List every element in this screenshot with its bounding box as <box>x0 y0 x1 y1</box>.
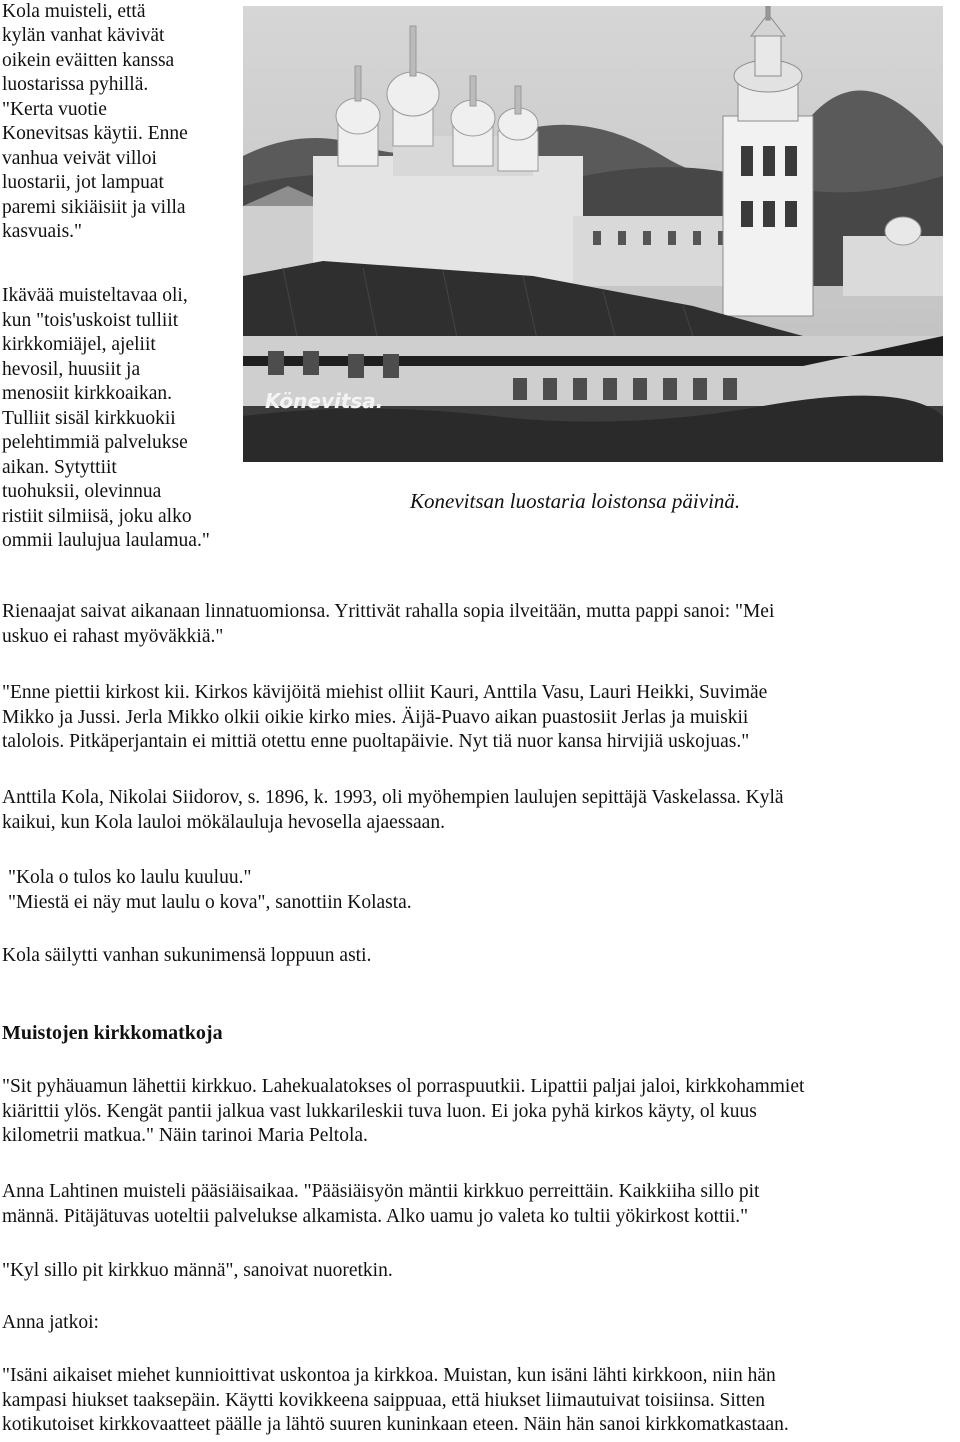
body-line: kaikui, kun Kola lauloi mökälauluja hevosella ajaessaan. <box>2 812 445 833</box>
left-para2-line: pelehtimmiä palvelukse <box>2 432 188 453</box>
body-line: Anna jatkoi: <box>2 1312 99 1333</box>
left-para2-line: hevosil, huusiit ja <box>2 359 141 380</box>
body-line: Kola säilytti vanhan sukunimensä loppuun asti. <box>2 945 372 966</box>
left-para2-line: kirkkomiäjel, ajeliit <box>2 334 156 355</box>
body-line: Mikko ja Jussi. Jerla Mikko olkii oikie kirko mies. Äijä-Puavo aikan puastosiit Jerlas ja muiskii <box>2 707 749 728</box>
photo-caption: Konevitsan luostaria loistonsa päivinä. <box>410 489 741 513</box>
left-para2-line: kun "tois'uskoist tulliit <box>2 310 179 331</box>
left-para2-line: aikan. Sytyttiit <box>2 457 117 478</box>
left-para1-line: kasvuais." <box>2 221 82 242</box>
left-para2-line: ristiit silmiisä, joku alko <box>2 506 192 527</box>
left-para2-line: ommii laulujua laulamua." <box>2 530 210 551</box>
body-quote-line: "Miestä ei näy mut laulu o kova", sanottiin Kolasta. <box>8 892 412 913</box>
body-line: uskuo ei rahast myöväkkiä." <box>2 626 224 647</box>
monastery-photo <box>243 6 943 462</box>
body-line: "Isäni aikaiset miehet kunnioittivat uskontoa ja kirkkoa. Muistan, kun isäni lähti kirkkoon, niin hän <box>2 1365 776 1386</box>
left-para1-line: paremi sikiäisiit ja villa <box>2 197 186 218</box>
photo-stamp-text: Könevitsa. <box>265 389 384 413</box>
left-para2-line: Tulliit sisäl kirkkuokii <box>2 408 176 429</box>
left-para1-line: "Kerta vuotie <box>2 99 107 120</box>
section-heading: Muistojen kirkkomatkoja <box>2 1022 223 1044</box>
left-para1-line: luostarii, jot lampuat <box>2 172 164 193</box>
left-para1-line: Konevitsas käytii. Enne <box>2 123 188 144</box>
body-line: kampasi hiukset taaksepäin. Käytti kovikkeena saippuaa, että hiukset liimautuivat toisiinsa. Sitten <box>2 1390 766 1411</box>
body-line: kiärittii ylös. Kengät pantii jalkua vast lukkarileskii tuva luon. Ei joka pyhä kirkos käyty, ol kuus <box>2 1101 757 1122</box>
body-line: talolois. Pitkäperjantain ei mittiä otettu enne puoltapäivie. Nyt tiä nuor kansa hirvijiä uskojuas." <box>2 731 750 752</box>
body-line: kilometrii matkua." Näin tarinoi Maria Peltola. <box>2 1125 368 1146</box>
body-line: kotikutoiset kirkkovaatteet päälle ja lähtö suuren kuninkaan eteen. Näin hän sanoi kirkkomatkastaan. <box>2 1414 789 1435</box>
left-para1-line: vanhua veivät villoi <box>2 148 157 169</box>
body-line: männä. Pitäjätuvas uoteltii palvelukse alkamista. Alko uamu jo valeta ko tultii yökirkost kottii." <box>2 1206 749 1227</box>
body-line: "Sit pyhäuamun lähettii kirkkuo. Lahekualatokses ol porraspuutkii. Lipattii paljai jaloi, kirkkohammiet <box>2 1076 805 1097</box>
left-para1-line: luostarissa pyhillä. <box>2 74 149 95</box>
body-quote-line: "Kola o tulos ko laulu kuuluu." <box>8 867 252 888</box>
left-para2-line: Ikävää muisteltavaa oli, <box>2 285 188 306</box>
body-line: "Kyl sillo pit kirkkuo männä", sanoivat nuoretkin. <box>2 1260 393 1281</box>
body-line: Anna Lahtinen muisteli pääsiäisaikaa. "Pääsiäisyön mäntii kirkkuo perreittäin. Kaikkiiha sillo pit <box>2 1181 760 1202</box>
body-line: Rienaajat saivat aikanaan linnatuomionsa. Yrittivät rahalla sopia ilveitään, mutta pappi sanoi: "Mei <box>2 601 775 622</box>
left-para1-line: oikein eväitten kanssa <box>2 50 175 71</box>
left-para1-line: Kola muisteli, että <box>2 1 146 22</box>
left-para1-line: kylän vanhat kävivät <box>2 25 165 46</box>
body-line: Anttila Kola, Nikolai Siidorov, s. 1896, k. 1993, oli myöhempien laulujen sepittäjä Vaskelassa. Kylä <box>2 787 784 808</box>
left-para2-line: menosiit kirkkoaikan. <box>2 383 173 404</box>
monastery-photo-illustration <box>243 6 943 462</box>
body-line: "Enne piettii kirkost kii. Kirkos kävijöitä miehist olliit Kauri, Anttila Vasu, Lauri Heikki, Suvimäe <box>2 682 768 703</box>
left-para2-line: tuohuksii, olevinnua <box>2 481 162 502</box>
